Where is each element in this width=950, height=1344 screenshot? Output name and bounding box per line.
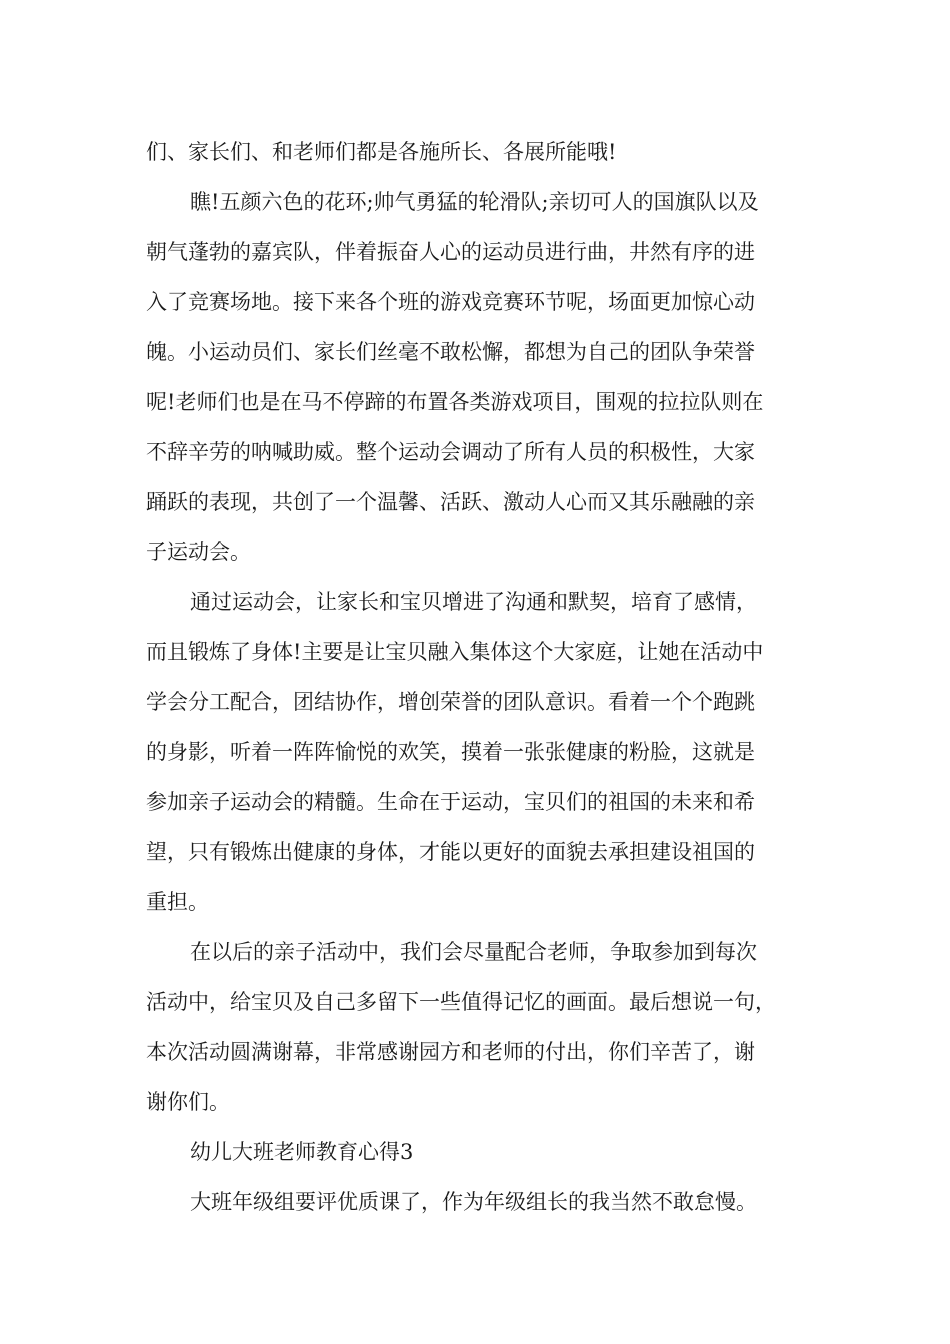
text-line: 谢你们。 [146,1090,230,1114]
text-line: 们、家长们、和老师们都是各施所长、各展所能哦! [146,140,617,164]
text-line: 朝气蓬勃的嘉宾队，伴着振奋人心的运动员进行曲，井然有序的进 [146,240,755,264]
text-line: 而且锻炼了身体!主要是让宝贝融入集体这个大家庭，让她在活动中 [146,640,764,664]
text-line: 重担。 [146,890,209,914]
text-line: 子运动会。 [146,540,251,564]
text-line: 魄。小运动员们、家长们丝毫不敢松懈，都想为自己的团队争荣誉 [146,340,755,364]
paragraph-first-line: 瞧!五颜六色的花环;帅气勇猛的轮滑队;亲切可人的国旗队以及 [190,190,759,214]
text-line: 入了竞赛场地。接下来各个班的游戏竞赛环节呢，场面更加惊心动 [146,290,755,314]
paragraph-first-line: 在以后的亲子活动中，我们会尽量配合老师，争取参加到每次 [190,940,757,964]
text-line: 不辞辛劳的呐喊助威。整个运动会调动了所有人员的积极性，大家 [146,440,755,464]
paragraph-first-line: 大班年级组要评优质课了，作为年级组长的我当然不敢怠慢。 [190,1190,757,1214]
text-line: 本次活动圆满谢幕，非常感谢园方和老师的付出，你们辛苦了，谢 [146,1040,755,1064]
text-line: 参加亲子运动会的精髓。生命在于运动，宝贝们的祖国的未来和希 [146,790,755,814]
text-line: 望，只有锻炼出健康的身体，才能以更好的面貌去承担建设祖国的 [146,840,755,864]
text-line: 踊跃的表现，共创了一个温馨、活跃、激动人心而又其乐融融的亲 [146,490,755,514]
paragraph-first-line: 通过运动会，让家长和宝贝增进了沟通和默契，培育了感情， [190,590,757,614]
text-line: 呢!老师们也是在马不停蹄的布置各类游戏项目，围观的拉拉队则在 [146,390,764,414]
text-line: 学会分工配合，团结协作，增创荣誉的团队意识。看着一个个跑跳 [146,690,755,714]
section-heading: 幼儿大班老师教育心得3 [190,1140,414,1164]
text-line: 的身影，听着一阵阵愉悦的欢笑，摸着一张张健康的粉脸，这就是 [146,740,755,764]
text-line: 活动中，给宝贝及自己多留下一些值得记忆的画面。最后想说一句， [146,990,776,1014]
